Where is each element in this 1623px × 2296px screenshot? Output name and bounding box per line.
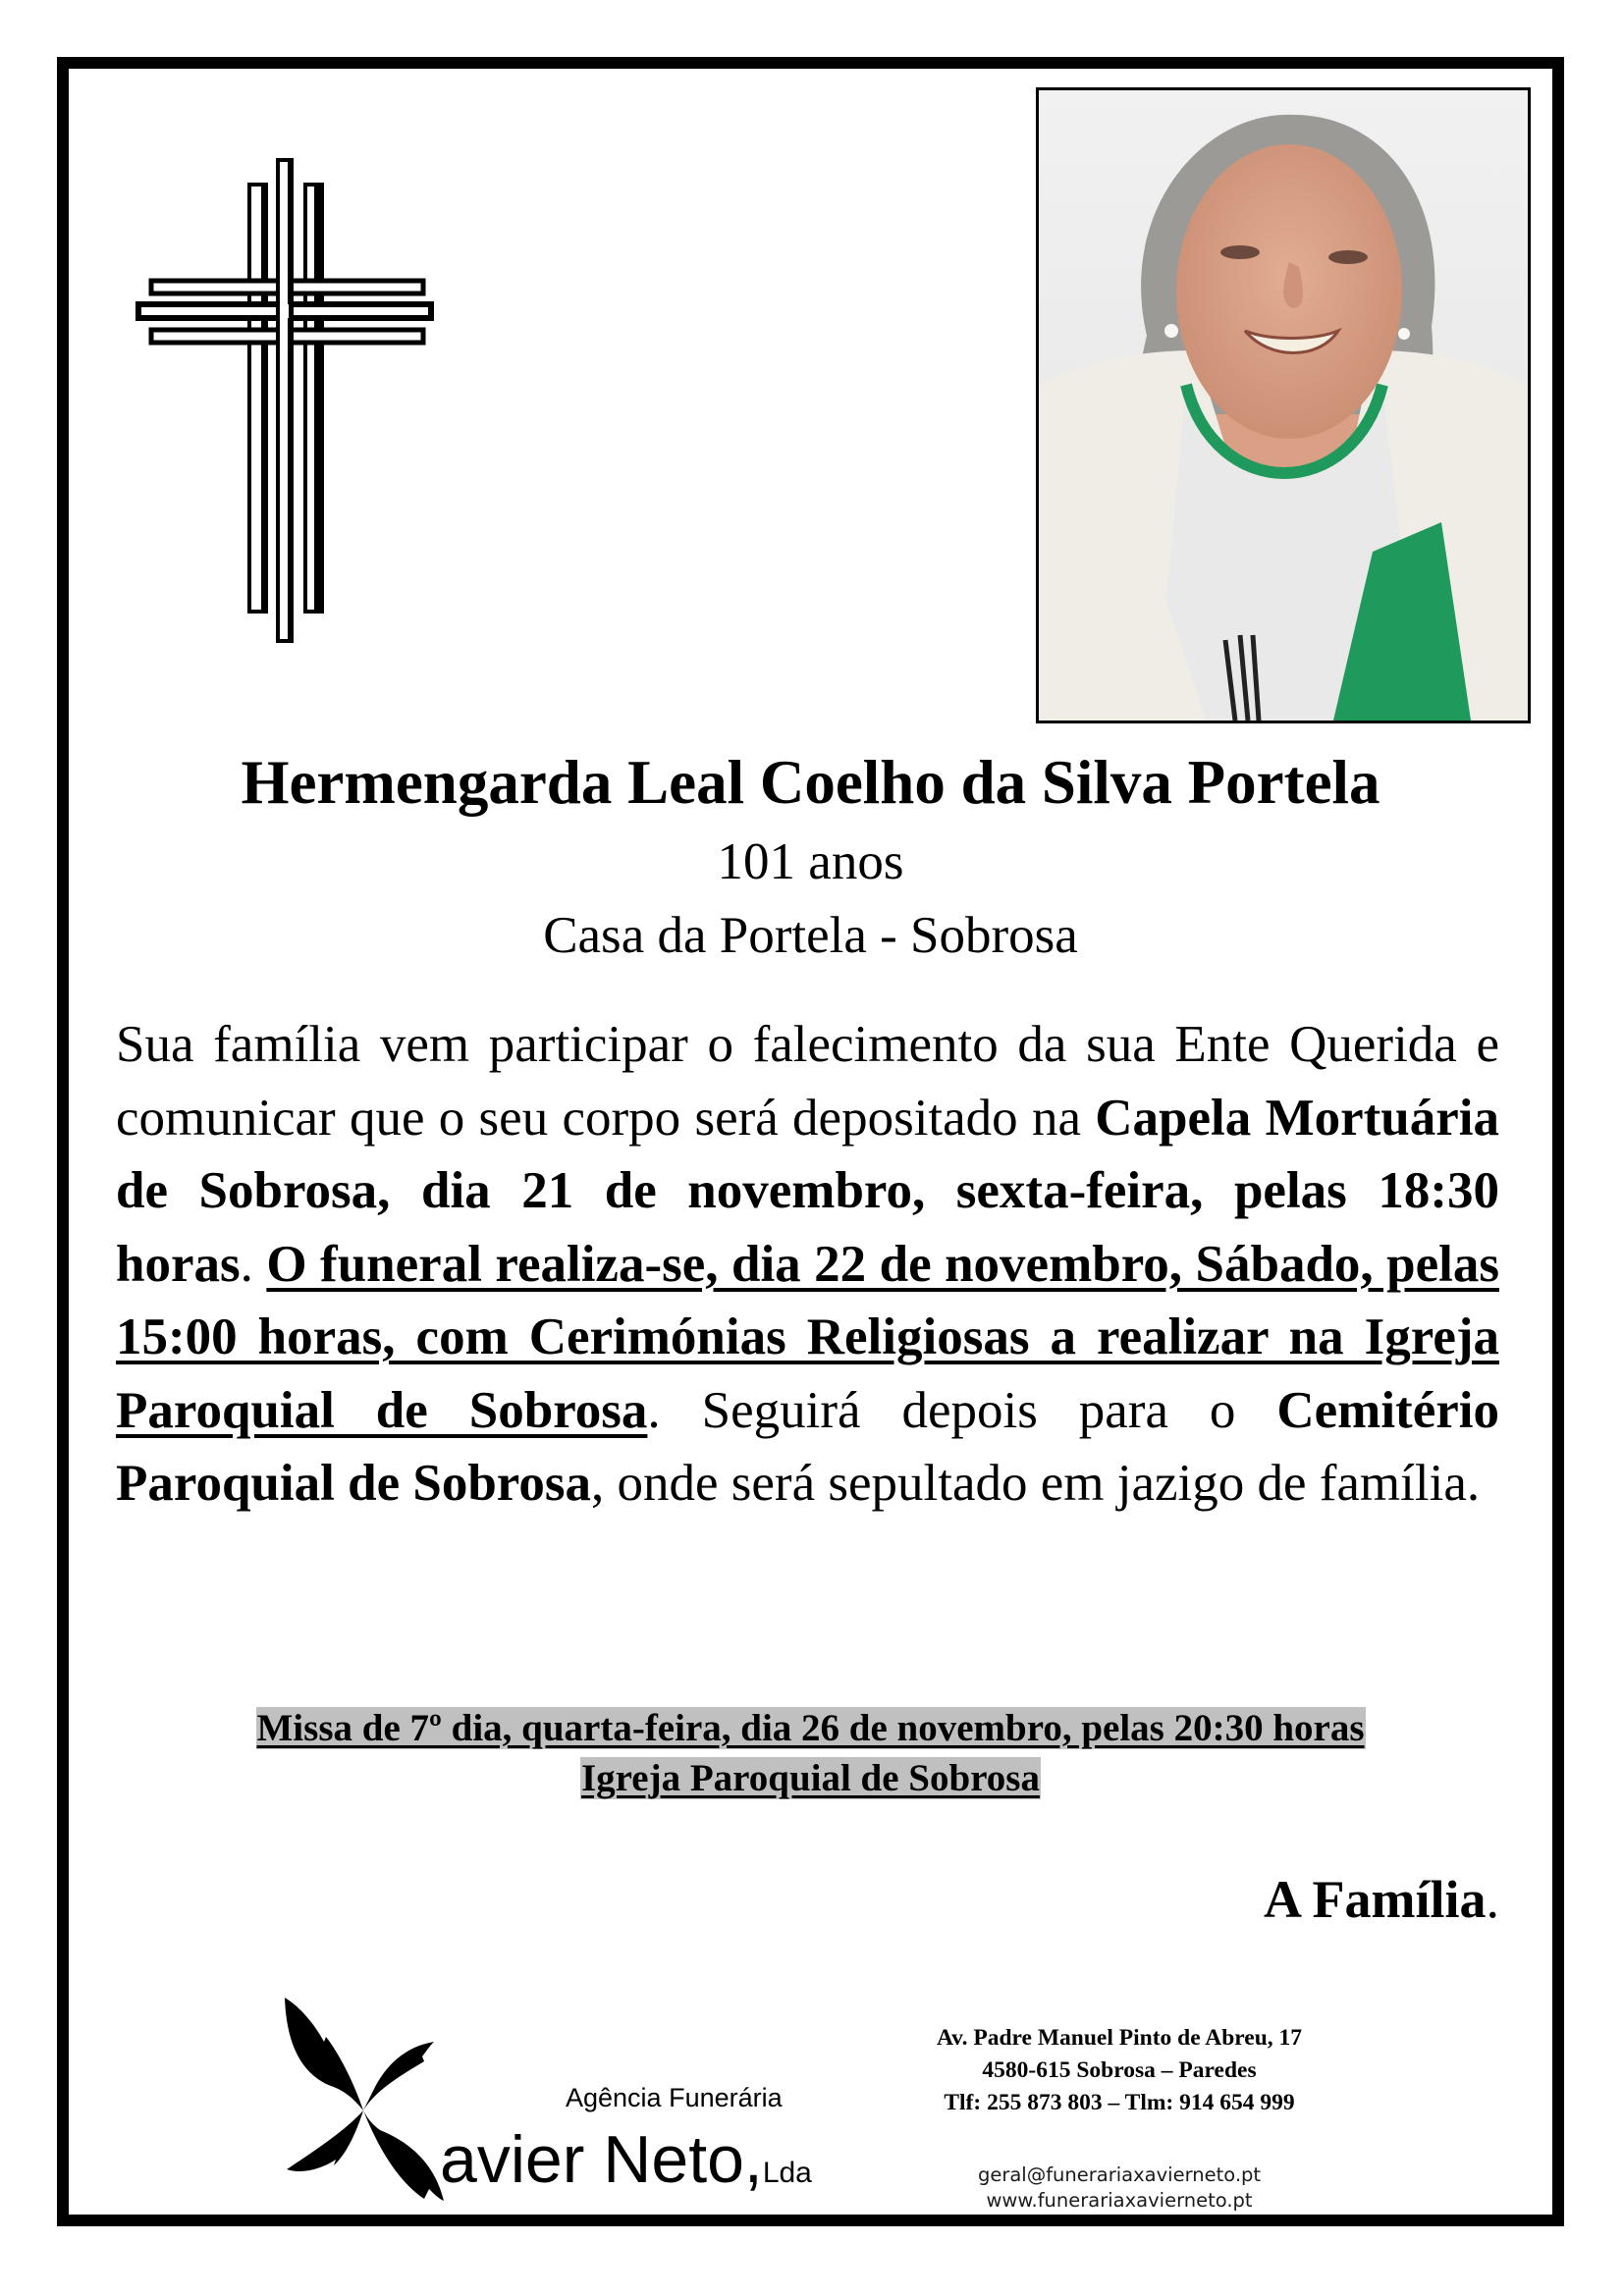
announcement-intro: Sua família vem participar o falecimento da sua Ente Querida e comunicar que o seu corpo será depositado na	[116, 1016, 1499, 1147]
mass-announcement	[69, 1703, 1552, 1803]
burial-intro: . Seguirá depois para o	[647, 1381, 1277, 1439]
agency-tagline: Agência Funerária	[566, 2083, 783, 2112]
deceased-name: Hermengarda Leal Coelho da Silva Portela	[241, 748, 1380, 817]
funeral-details: O funeral realiza-se, dia 22 de novembro, Sábado, pelas 15:00 horas, com Cerimónias Religiosas a realizar na Igreja Paroquial de Sobrosa	[116, 1235, 1499, 1439]
agency-logo-x-icon	[277, 1993, 449, 2204]
agency-online	[889, 2163, 1350, 2214]
burial-details: , onde será sepultado em jazigo de família.	[591, 1455, 1481, 1512]
deceased-residence: Casa da Portela - Sobrosa	[543, 907, 1078, 964]
agency-phones: Tlf: 255 873 803 – Tlm: 914 654 999	[944, 2090, 1295, 2115]
agency-suffix: Lda	[762, 2157, 812, 2189]
agency-contact	[889, 2022, 1350, 2119]
cemetery-name: Cemitério Paroquial de Sobrosa	[116, 1381, 1499, 1512]
agency-address-line1: Av. Padre Manuel Pinto de Abreu, 17	[936, 2025, 1303, 2051]
signature-period: .	[1486, 1870, 1499, 1929]
sentence-separator: .	[240, 1235, 267, 1293]
portrait-photo	[1036, 87, 1531, 723]
portrait-image	[1039, 90, 1528, 721]
cross-icon	[135, 157, 436, 672]
agency-address-line2: 4580-615 Sobrosa – Paredes	[982, 2057, 1257, 2083]
mass-datetime: Missa de 7º dia, quarta-feira, dia 26 de novembro, pelas 20:30 horas	[256, 1707, 1365, 1749]
agency-name	[440, 2120, 812, 2213]
chapel-details: Capela Mortuária de Sobrosa, dia 21 de novembro, sexta-feira, pelas 18:30 horas	[116, 1089, 1499, 1293]
announcement-paragraph	[116, 1008, 1499, 1521]
signature-text: A Família	[1264, 1870, 1487, 1929]
deceased-age: 101 anos	[717, 833, 904, 890]
agency-website-link[interactable]: www.funerariaxavierneto.pt	[986, 2189, 1253, 2212]
mass-location: Igreja Paroquial de Sobrosa	[581, 1757, 1040, 1799]
signature	[1264, 1865, 1499, 1934]
agency-name-text: avier Neto,	[440, 2122, 763, 2197]
agency-email-link[interactable]: geral@funerariaxavierneto.pt	[977, 2163, 1262, 2186]
